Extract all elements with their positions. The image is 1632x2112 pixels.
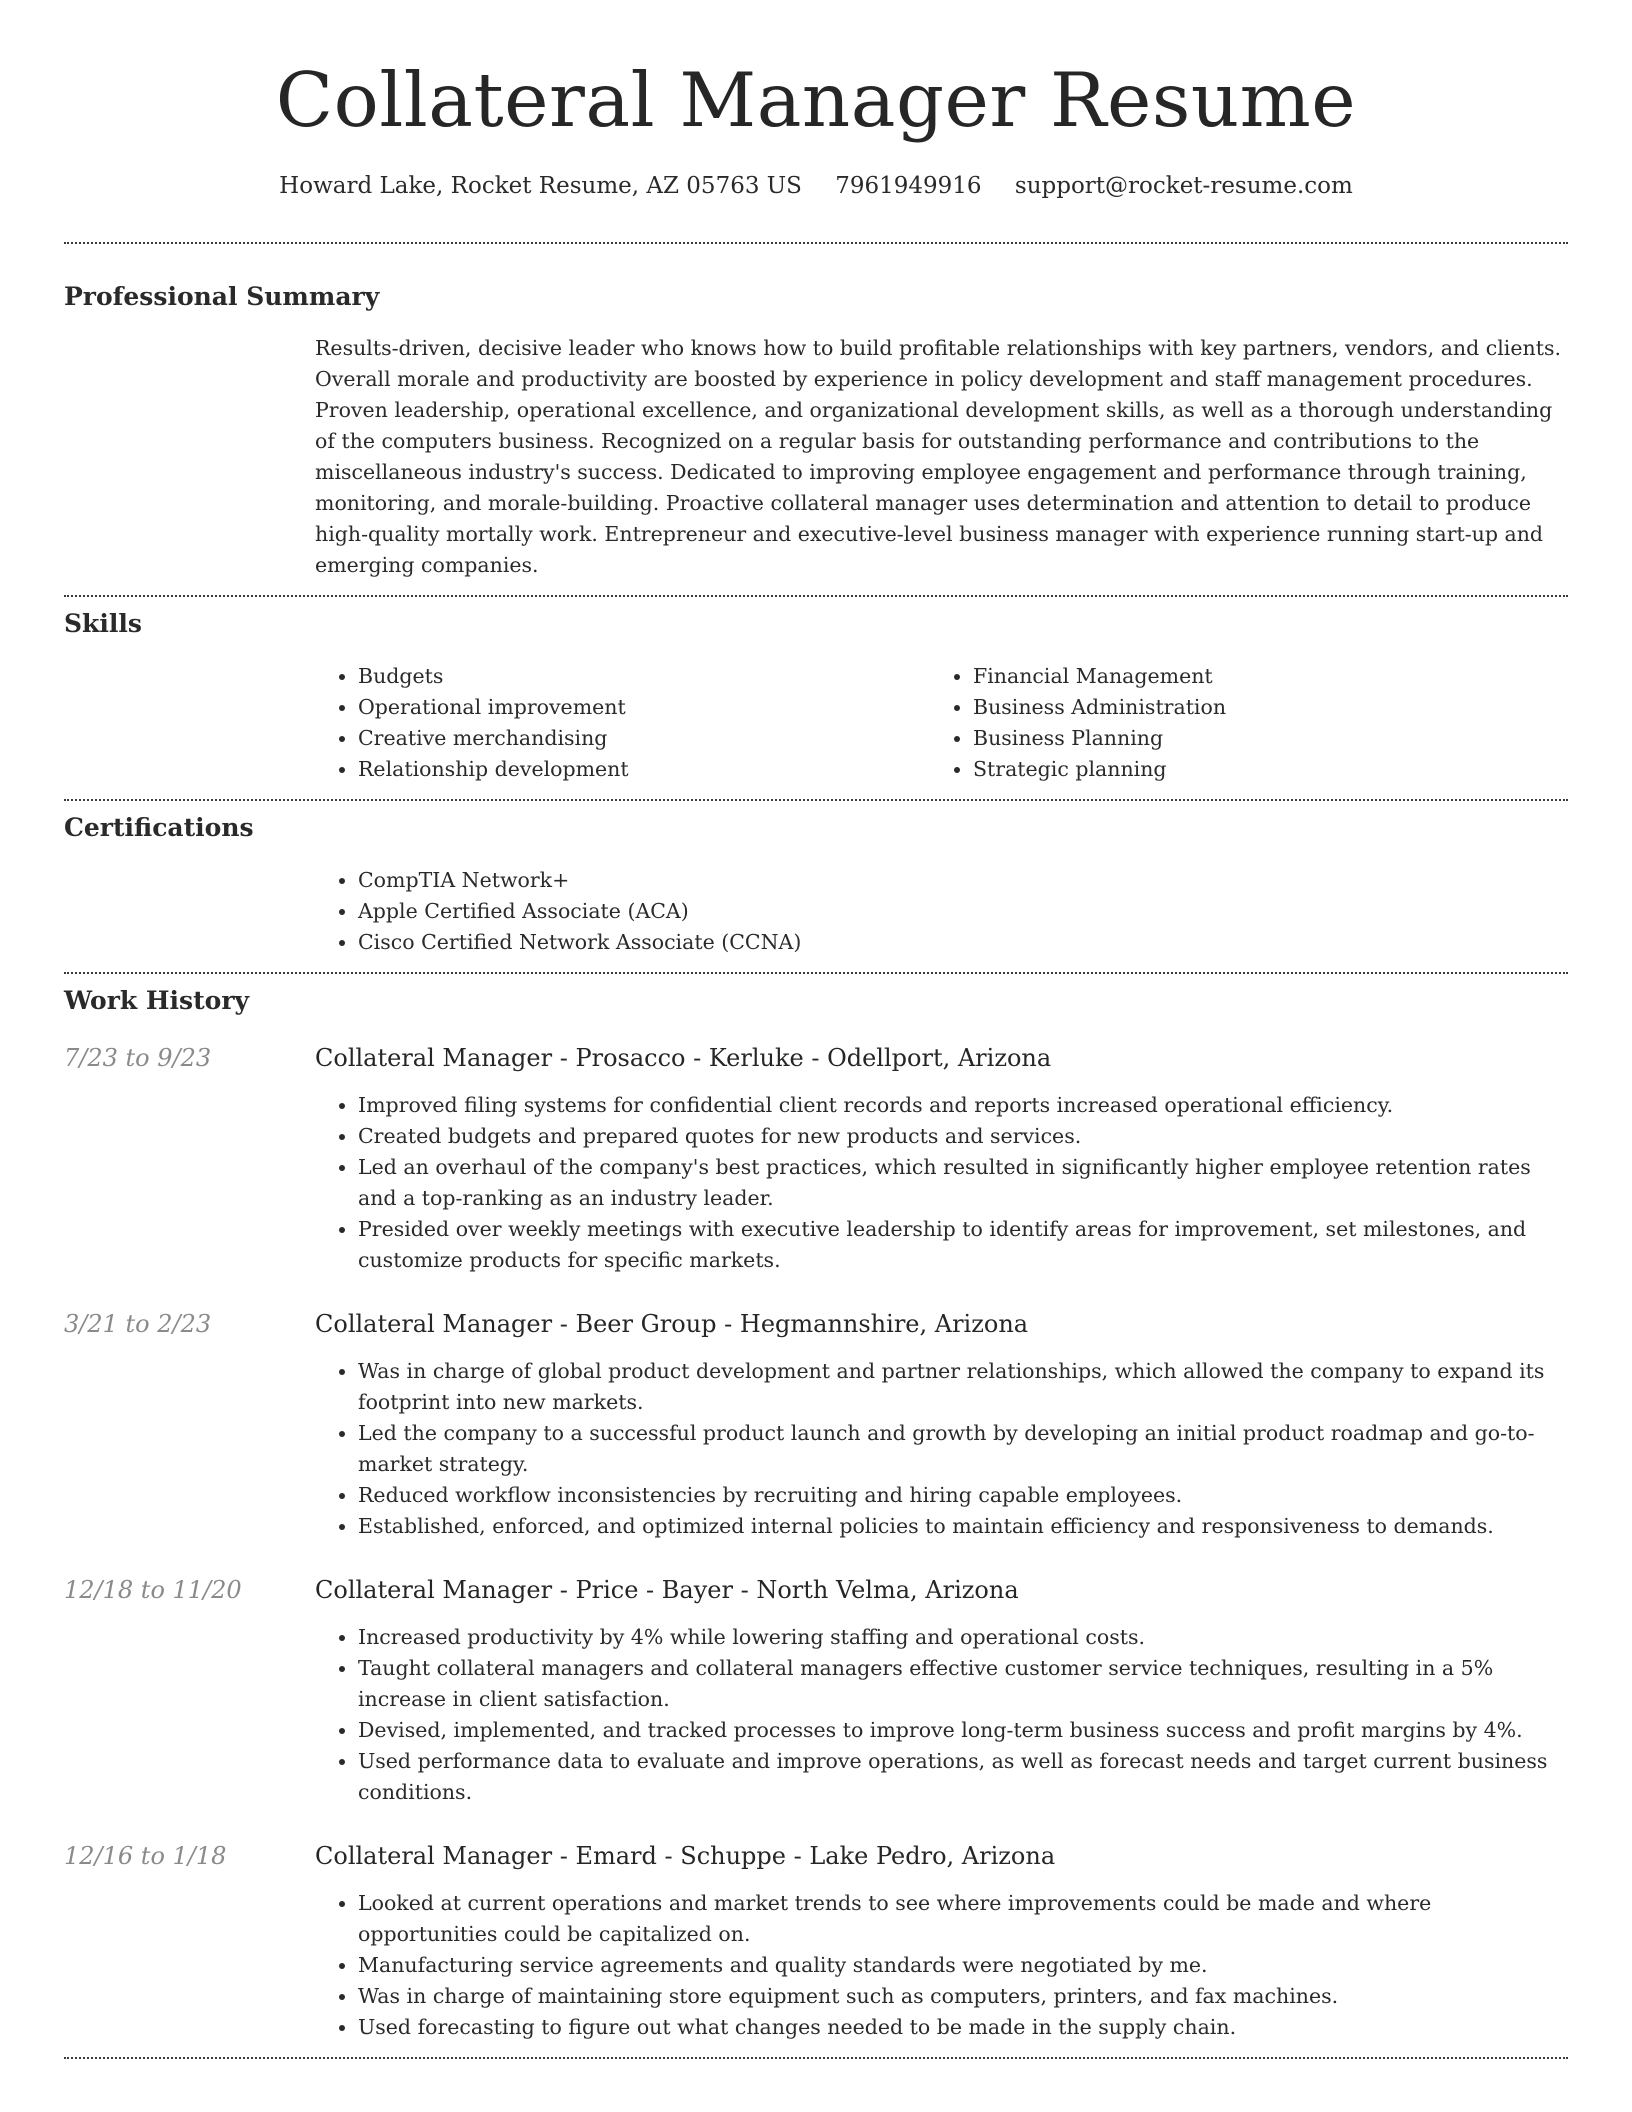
skills-grid xyxy=(315,661,1568,785)
skills-list-left xyxy=(315,661,930,785)
skill-item: • Business Administration xyxy=(973,692,1568,723)
job-dates: 7/23 to 9/23 xyxy=(64,1044,212,1072)
divider xyxy=(64,2057,1568,2059)
job-bullet: • Used performance data to evaluate and improve operations, as well as forecast needs and target current business conditions. xyxy=(358,1746,1568,1808)
certification-item: • CompTIA Network+ xyxy=(358,865,1568,896)
certification-item: • Cisco Certified Network Associate (CCNA) xyxy=(358,927,1568,958)
skill-item: • Creative merchandising xyxy=(358,723,930,754)
job-header xyxy=(64,1308,1568,1340)
job-bullet: • Created budgets and prepared quotes for new products and services. xyxy=(358,1121,1568,1152)
job-bullet: • Manufacturing service agreements and quality standards were negotiated by me. xyxy=(358,1950,1568,1981)
job-title: Collateral Manager - Beer Group - Hegmannshire, Arizona xyxy=(315,1310,1029,1338)
certifications-list xyxy=(315,865,1568,958)
job-bullet: • Was in charge of maintaining store equipment such as computers, printers, and fax machines. xyxy=(358,1981,1568,2012)
job-entry xyxy=(64,1042,1568,1276)
skill-item: • Budgets xyxy=(358,661,930,692)
job-dates: 12/18 to 11/20 xyxy=(64,1576,242,1604)
certification-item: • Apple Certified Associate (ACA) xyxy=(358,896,1568,927)
skills-heading: Skills xyxy=(64,609,142,638)
job-bullet-list xyxy=(315,1356,1568,1542)
job-entry xyxy=(64,1840,1568,2043)
certifications-section xyxy=(64,801,1568,972)
job-bullet-list xyxy=(315,1888,1568,2043)
job-title: Collateral Manager - Price - Bayer - North Velma, Arizona xyxy=(315,1576,1019,1604)
job-title: Collateral Manager - Emard - Schuppe - Lake Pedro, Arizona xyxy=(315,1842,1056,1870)
job-dates: 12/16 to 1/18 xyxy=(64,1842,227,1870)
skills-list-right xyxy=(930,661,1568,785)
job-bullets xyxy=(315,1090,1568,1276)
skill-item: • Financial Management xyxy=(973,661,1568,692)
skill-item: • Strategic planning xyxy=(973,754,1568,785)
work-history-heading: Work History xyxy=(64,986,250,1015)
job-entry xyxy=(64,1574,1568,1808)
summary-text: Results-driven, decisive leader who knows how to build profitable relationships with key partners, vendors, and clients. Overall morale and productivity are boosted by experience in policy development and staff management procedures. Proven leadership, operational excellence, and organizational development skills, as well as a thorough understanding of the computers business. Recognized on a regular basis for outstanding performance and contributions to the miscellaneous industry's success. Dedicated to improving employee engagement and performance through training, monitoring, and morale-building. Proactive collateral manager uses determination and attention to detail to produce high-quality mortally work. Entrepreneur and executive-level business manager with experience running start-up and emerging companies. xyxy=(315,336,1561,577)
job-bullet: • Established, enforced, and optimized internal policies to maintain efficiency and responsiveness to demands. xyxy=(358,1511,1568,1542)
skills-section xyxy=(64,597,1568,799)
certifications-heading: Certifications xyxy=(64,813,254,842)
resume-title: Collateral Manager Resume xyxy=(275,56,1357,144)
job-bullet: • Led the company to a successful product launch and growth by developing an initial product roadmap and go-to-market strategy. xyxy=(358,1418,1568,1480)
certifications-body xyxy=(315,865,1568,958)
summary-heading: Professional Summary xyxy=(64,282,380,311)
job-bullet: • Looked at current operations and market trends to see where improvements could be made and where opportunities could be capitalized on. xyxy=(358,1888,1568,1950)
contact-line xyxy=(64,170,1568,202)
job-bullet: • Devised, implemented, and tracked processes to improve long-term business success and profit margins by 4%. xyxy=(358,1715,1568,1746)
job-bullet: • Increased productivity by 4% while lowering staffing and operational costs. xyxy=(358,1622,1568,1653)
job-bullet: • Was in charge of global product development and partner relationships, which allowed the company to expand its footprint into new markets. xyxy=(358,1356,1568,1418)
job-dates: 3/21 to 2/23 xyxy=(64,1310,212,1338)
job-bullet: • Taught collateral managers and collateral managers effective customer service techniques, resulting in a 5% increase in client satisfaction. xyxy=(358,1653,1568,1715)
job-bullets xyxy=(315,1356,1568,1542)
job-bullet-list xyxy=(315,1090,1568,1276)
contact-address: Howard Lake, Rocket Resume, AZ 05763 US xyxy=(279,173,802,199)
job-header xyxy=(64,1042,1568,1074)
skill-item: • Operational improvement xyxy=(358,692,930,723)
job-bullet-list xyxy=(315,1622,1568,1808)
work-history-section xyxy=(64,974,1568,2057)
job-title: Collateral Manager - Prosacco - Kerluke - Odellport, Arizona xyxy=(315,1044,1052,1072)
job-bullet: • Used forecasting to figure out what changes needed to be made in the supply chain. xyxy=(358,2012,1568,2043)
summary-body xyxy=(315,333,1568,581)
skill-item: • Relationship development xyxy=(358,754,930,785)
skill-item: • Business Planning xyxy=(973,723,1568,754)
job-bullets xyxy=(315,1622,1568,1808)
job-header xyxy=(64,1574,1568,1606)
job-bullets xyxy=(315,1888,1568,2043)
job-bullet: • Led an overhaul of the company's best practices, which resulted in significantly higher employee retention rates and a top-ranking as an industry leader. xyxy=(358,1152,1568,1214)
contact-phone: 7961949916 xyxy=(835,173,982,199)
summary-section xyxy=(64,244,1568,595)
job-header xyxy=(64,1840,1568,1872)
job-bullet: • Reduced workflow inconsistencies by recruiting and hiring capable employees. xyxy=(358,1480,1568,1511)
job-bullet: • Improved filing systems for confidential client records and reports increased operational efficiency. xyxy=(358,1090,1568,1121)
job-bullet: • Presided over weekly meetings with executive leadership to identify areas for improvement, set milestones, and customize products for specific markets. xyxy=(358,1214,1568,1276)
contact-email: support@rocket-resume.com xyxy=(1014,173,1353,199)
job-entry xyxy=(64,1308,1568,1542)
